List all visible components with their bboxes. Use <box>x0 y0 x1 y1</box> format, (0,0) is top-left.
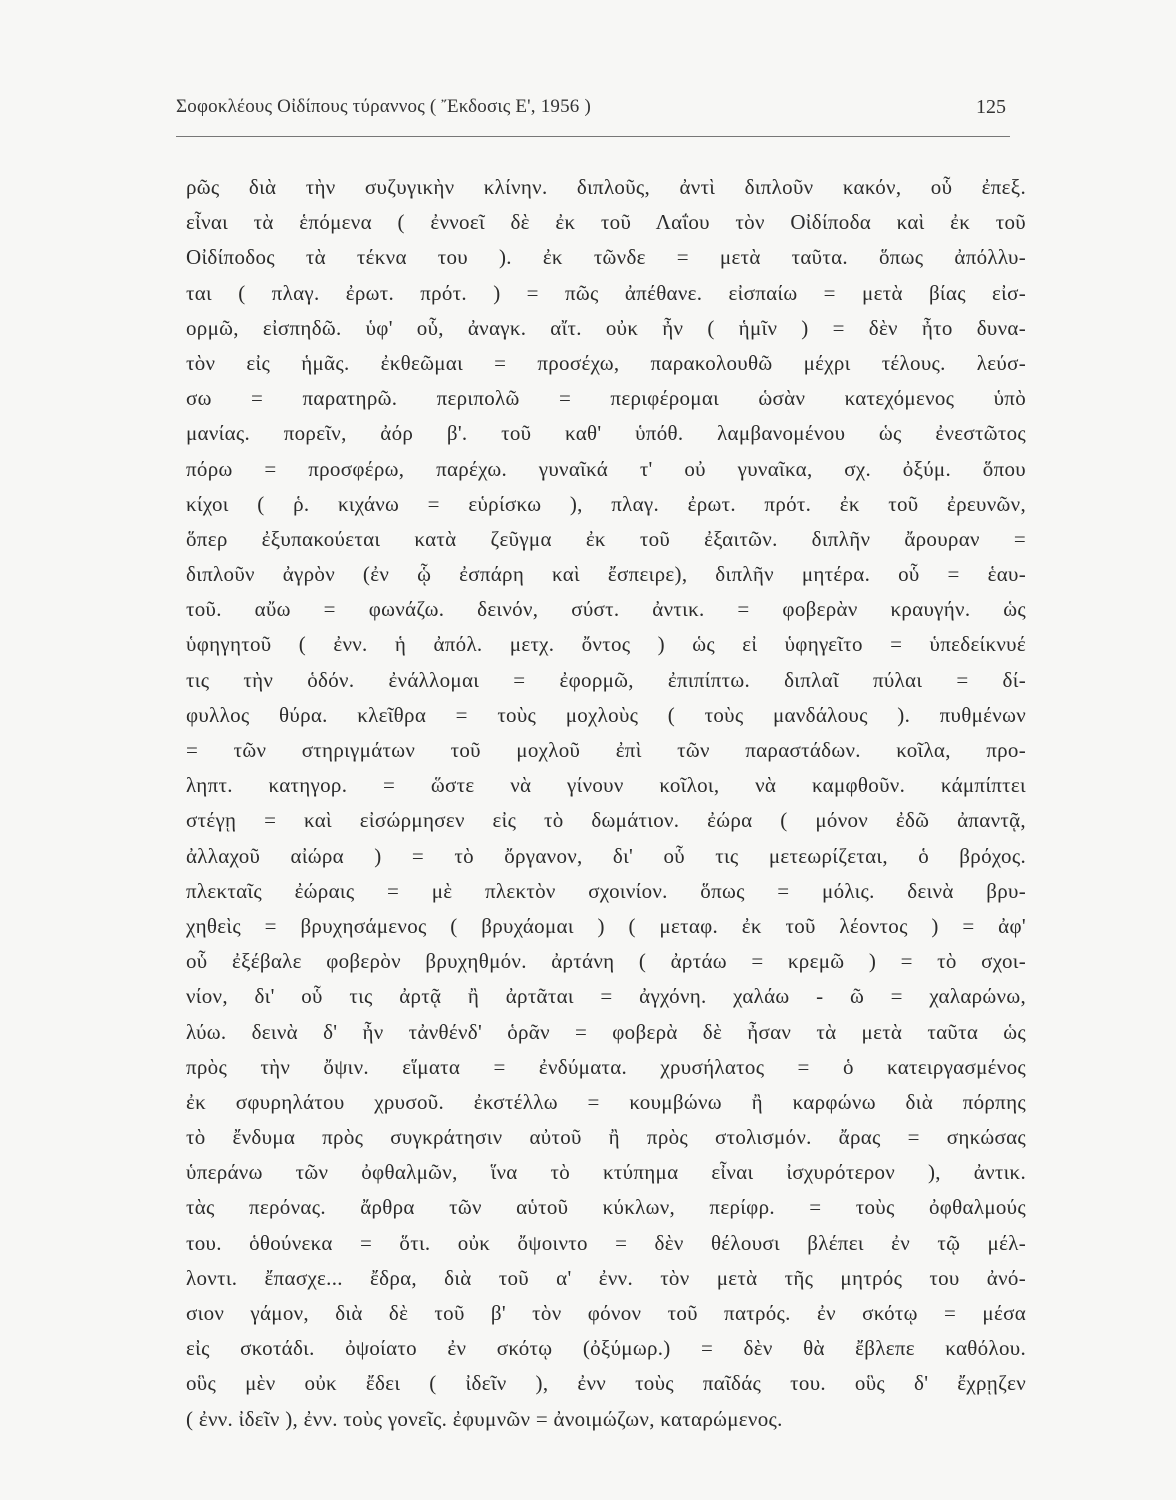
text-line: στέγῃ = καὶ εἰσώρμησεν εἰς τὸ δωμάτιον. ἐώρα ( μόνον ἐδῶ ἀπαντᾷ, <box>186 808 1026 833</box>
commentary-text <box>186 170 1026 1437</box>
text-line: πρὸς τὴν ὄψιν. εἵματα = ἐνδύματα. χρυσήλατος = ὁ κατειργασμένος <box>186 1054 1026 1079</box>
text-line: ὑφηγητοῦ ( ἐνν. ἡ ἀπόλ. μετχ. ὄντος ) ὡς εἰ ὑφηγεῖτο = ὑπεδείκνυέ <box>186 632 1026 657</box>
text-line: οὓς μὲν οὐκ ἔδει ( ἰδεῖν ), ἐνν τοὺς παῖδάς του. οὓς δ' ἔχρῃζεν <box>186 1371 1026 1396</box>
text-line: πόρω = προσφέρω, παρέχω. γυναῖκά τ' οὐ γυναῖκα, σχ. ὀξύμ. ὅπου <box>186 456 1026 481</box>
text-line: διπλοῦν ἀγρὸν (ἐν ᾧ ἐσπάρη καὶ ἔσπειρε), διπλῆν μητέρα. οὗ = ἑαυ- <box>186 562 1026 587</box>
header-rule <box>176 136 1010 137</box>
text-line: νίον, δι' οὗ τις ἀρτᾷ ἢ ἀρτᾶται = ἀγχόνη. χαλάω - ῶ = χαλαρώνω, <box>186 984 1026 1009</box>
text-line: τὰς περόνας. ἄρθρα τῶν αὑτοῦ κύκλων, περίφρ. = τοὺς ὀφθαλμούς <box>186 1195 1026 1220</box>
text-line: φυλλος θύρα. κλεῖθρα = τοὺς μοχλοὺς ( τοὺς μανδάλους ). πυθμένων <box>186 702 1026 727</box>
text-line: ὅπερ ἐξυπακούεται κατὰ ζεῦγμα ἐκ τοῦ ἐξαιτῶν. διπλῆν ἄρουραν = <box>186 526 1026 551</box>
text-line: ( ἐνν. ἰδεῖν ), ἐνν. τοὺς γονεῖς. ἐφυμνῶν = ἀνοιμώζων, καταρώμενος. <box>186 1406 783 1431</box>
text-line: εἶναι τὰ ἑπόμενα ( ἐννοεῖ δὲ ἐκ τοῦ Λαΐου τὸν Οἰδίποδα καὶ ἐκ τοῦ <box>186 210 1026 235</box>
text-line: ρῶς διὰ τὴν συζυγικὴν κλίνην. διπλοῦς, ἀντὶ διπλοῦν κακόν, οὗ ἐπεξ. <box>186 175 1026 199</box>
text-line: χηθεὶς = βρυχησάμενος ( βρυχάομαι ) ( μεταφ. ἐκ τοῦ λέοντος ) = ἀφ' <box>186 913 1026 938</box>
text-line: ται ( πλαγ. ἐρωτ. πρότ. ) = πῶς ἀπέθανε. εἰσπαίω = μετὰ βίας εἰσ- <box>186 280 1026 305</box>
text-line: τις τὴν ὁδόν. ἐνάλλομαι = ἐφορμῶ, ἐπιπίπτω. διπλαῖ πύλαι = δί- <box>186 667 1026 692</box>
text-line: του. ὁθούνεκα = ὅτι. οὐκ ὄψοιντο = δὲν θέλουσι βλέπει ἐν τῷ μέλ- <box>186 1230 1026 1255</box>
text-line: πλεκταῖς ἐώραις = μὲ πλεκτὸν σχοινίον. ὅπως = μόλις. δεινὰ βρυ- <box>186 878 1026 903</box>
text-line: τὸ ἔνδυμα πρὸς συγκράτησιν αὐτοῦ ἢ πρὸς στολισμόν. ἄρας = σηκώσας <box>186 1125 1026 1150</box>
running-header <box>176 96 1010 136</box>
text-line: ἐκ σφυρηλάτου χρυσοῦ. ἐκστέλλω = κουμβώνω ἢ καρφώνω διὰ πόρπης <box>186 1089 1026 1114</box>
text-line: κίχοι ( ῥ. κιχάνω = εὑρίσκω ), πλαγ. ἐρωτ. πρότ. ἐκ τοῦ ἐρευνῶν, <box>186 491 1026 516</box>
text-line: τὸν εἰς ἡμᾶς. ἐκθεῶμαι = προσέχω, παρακολουθῶ μέχρι τέλους. λεύσ- <box>186 350 1026 375</box>
text-line: ορμῶ, εἰσπηδῶ. ὑφ' οὗ, ἀναγκ. αἴτ. οὐκ ἦν ( ἡμῖν ) = δὲν ἦτο δυνα- <box>186 315 1026 340</box>
text-line: λοντι. ἔπασχε... ἔδρα, διὰ τοῦ α' ἐνν. τὸν μετὰ τῆς μητρός του ἀνό- <box>186 1265 1026 1290</box>
text-line: = τῶν στηριγμάτων τοῦ μοχλοῦ ἐπὶ τῶν παραστάδων. κοῖλα, προ- <box>186 738 1026 762</box>
text-line: ὑπεράνω τῶν ὀφθαλμῶν, ἵνα τὸ κτύπημα εἶναι ἰσχυρότερον ), ἀντικ. <box>186 1160 1026 1185</box>
page-number: 125 <box>976 96 1006 118</box>
text-line: εἰς σκοτάδι. ὀψοίατο ἐν σκότῳ (ὀξύμωρ.) = δὲν θὰ ἔβλεπε καθόλου. <box>186 1336 1026 1361</box>
text-line: ἀλλαχοῦ αἰώρα ) = τὸ ὄργανον, δι' οὗ τις μετεωρίζεται, ὁ βρόχος. <box>186 843 1026 868</box>
header-title: Σοφοκλέους Οἰδίπους τύραννος ( Ἔκδοσις Ε', 1956 ) <box>176 96 591 117</box>
text-line: λύω. δεινὰ δ' ἦν τἀνθένδ' ὁρᾶν = φοβερὰ δὲ ἦσαν τὰ μετὰ ταῦτα ὡς <box>186 1019 1026 1044</box>
text-line: Οἰδίποδος τὰ τέκνα του ). ἐκ τῶνδε = μετὰ ταῦτα. ὅπως ἀπόλλυ- <box>186 245 1026 270</box>
text-line: ληπτ. κατηγορ. = ὥστε νὰ γίνουν κοῖλοι, νὰ καμφθοῦν. κάμπίπτει <box>186 773 1026 798</box>
text-line: τοῦ. αὔω = φωνάζω. δεινόν, σύστ. ἀντικ. = φοβερὰν κραυγήν. ὡς <box>186 597 1026 622</box>
text-line: σω = παρατηρῶ. περιπολῶ = περιφέρομαι ὡσὰν κατεχόμενος ὑπὸ <box>186 386 1026 411</box>
text-line: σιον γάμον, διὰ δὲ τοῦ β' τὸν φόνον τοῦ πατρός. ἐν σκότῳ = μέσα <box>186 1301 1026 1325</box>
text-line: οὗ ἐξέβαλε φοβερὸν βρυχηθμόν. ἀρτάνη ( ἀρτάω = κρεμῶ ) = τὸ σχοι- <box>186 949 1026 974</box>
text-line: μανίας. πορεῖν, ἀόρ β'. τοῦ καθ' ὑπόθ. λαμβανομένου ὡς ἐνεστῶτος <box>186 421 1026 446</box>
